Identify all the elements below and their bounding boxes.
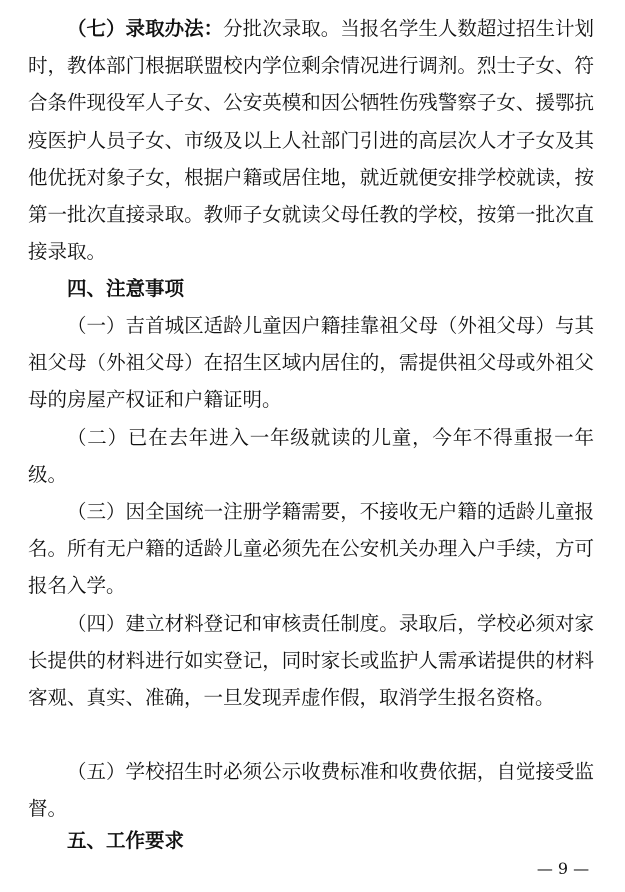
admission-method-text: 分批次录取。当报名学生人数超过招生计划时，教体部门根据联盟校内学位剩余情况进行调剂。烈士子女、符合条件现役军人子女、公安英模和因公牺牲伤残警察子女、援鄂抗疫医护人员子女、市级及以上人社部门引进的高层次人才子女及其他优抚对象子女，根据户籍或居住地，就近就便安排学校就读，按第一批次直接录取。教师子女就读父母任教的学校，按第一批次直接录取。 (28, 17, 594, 264)
note-item-5: （五）学校招生时必须公示收费标准和收费依据，自觉接受监督。 (28, 760, 594, 821)
section-heading-notes: 四、注意事项 (67, 277, 185, 300)
admission-method-label: （七）录取办法： (67, 17, 224, 40)
note-item-3: （三）因全国统一注册学籍需要，不接收无户籍的适龄儿童报名。所有无户籍的适龄儿童必须先在公安机关办理入户手续，方可报名入学。 (28, 500, 594, 598)
note-item-2: （二）已在去年进入一年级就读的儿童，今年不得重报一年级。 (28, 426, 594, 487)
note-item-4: （四）建立材料登记和审核责任制度。录取后，学校必须对家长提供的材料进行如实登记，同时家长或监护人需承诺提供的材料客观、真实、准确，一旦发现弄虚作假，取消学生报名资格。 (28, 612, 594, 710)
note-item-1: （一）吉首城区适龄儿童因户籍挂靠祖父母（外祖父母）与其祖父母（外祖父母）在招生区域内居住的，需提供祖父母或外祖父母的房屋产权证和户籍证明。 (28, 314, 594, 412)
page-number: — 9 — (536, 859, 590, 878)
section-heading-work-requirements: 五、工作要求 (67, 829, 185, 852)
paragraph-admission-method (28, 10, 594, 270)
